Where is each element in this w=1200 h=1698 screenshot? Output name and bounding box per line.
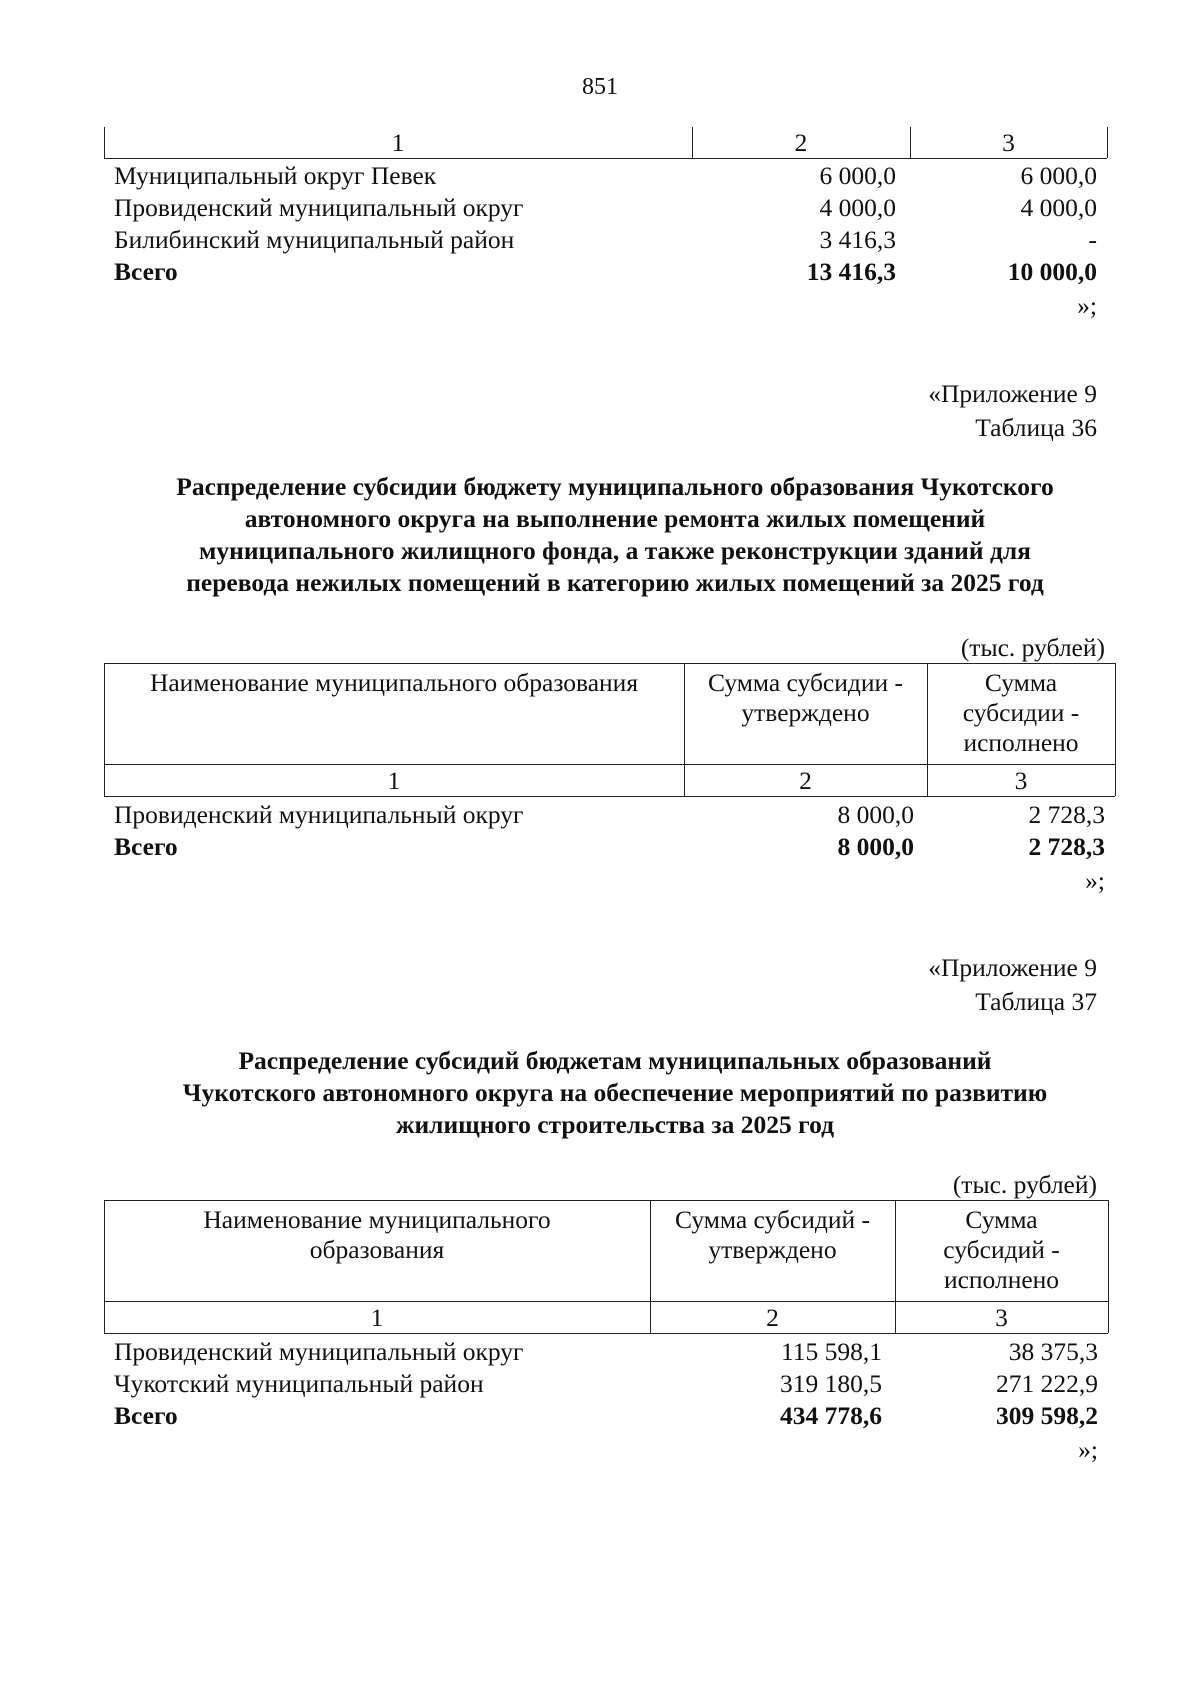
row-name: Провиденский муниципальный округ bbox=[114, 193, 524, 222]
col-number-2: 2 bbox=[799, 766, 812, 795]
table-title bbox=[60, 471, 1170, 599]
header-approved bbox=[684, 668, 927, 728]
row-value-approved: 4 000,0 bbox=[819, 193, 896, 222]
row-value-executed: 4 000,0 bbox=[1020, 193, 1097, 222]
closing-quote: »; bbox=[1077, 291, 1097, 320]
header-line: исполнено bbox=[943, 1265, 1060, 1294]
row-value-approved: 3 416,3 bbox=[819, 225, 896, 254]
header-line: Наименование муниципального bbox=[203, 1205, 551, 1234]
header-line: Сумма субсидии - bbox=[707, 668, 904, 697]
total-approved: 434 778,6 bbox=[780, 1401, 882, 1430]
closing-quote: »; bbox=[1078, 1435, 1098, 1464]
header-line: исполнено bbox=[963, 728, 1079, 757]
total-label: Всего bbox=[114, 832, 178, 861]
header-line: субсидии - bbox=[962, 698, 1080, 727]
header-name: Наименование муниципального образования bbox=[149, 668, 639, 697]
row-name: Чукотский муниципальный район bbox=[114, 1369, 484, 1398]
col-number-1: 1 bbox=[387, 766, 401, 795]
row-value-executed: - bbox=[1088, 225, 1097, 254]
header-line: образования bbox=[309, 1235, 445, 1264]
header-line: утверждено bbox=[708, 1235, 837, 1264]
row-value-approved: 115 598,1 bbox=[780, 1337, 882, 1366]
header-line: Сумма bbox=[965, 1205, 1038, 1234]
total-executed: 2 728,3 bbox=[1028, 832, 1105, 861]
total-label: Всего bbox=[114, 257, 178, 286]
appendix-label: «Приложение 9 bbox=[928, 953, 1097, 982]
col-number-3: 3 bbox=[1014, 766, 1028, 795]
closing-quote: »; bbox=[1085, 866, 1105, 895]
row-value-executed: 6 000,0 bbox=[1020, 161, 1097, 190]
page-number: 851 bbox=[582, 74, 618, 100]
title-line: Чукотского автономного округа на обеспечение мероприятий по развитию bbox=[182, 1078, 1048, 1107]
total-executed: 10 000,0 bbox=[1007, 257, 1097, 286]
table-title bbox=[60, 1045, 1170, 1141]
col-number-3: 3 bbox=[1002, 128, 1015, 157]
title-line: Распределение субсидии бюджету муниципального образования Чукотского bbox=[176, 472, 1054, 501]
header-line: утверждено bbox=[741, 698, 870, 727]
row-value-executed: 2 728,3 bbox=[1028, 800, 1105, 829]
total-label: Всего bbox=[114, 1401, 178, 1430]
col-number-1: 1 bbox=[370, 1303, 384, 1332]
title-line: жилищного строительства за 2025 год bbox=[396, 1110, 834, 1139]
total-approved: 8 000,0 bbox=[837, 832, 914, 861]
header-line: Сумма субсидий - bbox=[674, 1205, 871, 1234]
row-value-approved: 8 000,0 bbox=[837, 800, 914, 829]
row-name: Провиденский муниципальный округ bbox=[114, 800, 524, 829]
total-approved: 13 416,3 bbox=[806, 257, 896, 286]
units-label: (тыс. рублей) bbox=[960, 633, 1105, 662]
header-executed bbox=[895, 1205, 1108, 1295]
row-name: Провиденский муниципальный округ bbox=[114, 1337, 524, 1366]
table-label: Таблица 37 bbox=[975, 987, 1097, 1016]
total-executed: 309 598,2 bbox=[996, 1401, 1098, 1430]
header-name bbox=[104, 1205, 650, 1265]
header-approved bbox=[650, 1205, 895, 1265]
table-label: Таблица 36 bbox=[975, 413, 1097, 442]
col-number-2: 2 bbox=[794, 128, 808, 157]
units-label: (тыс. рублей) bbox=[952, 1170, 1097, 1199]
row-name: Муниципальный округ Певек bbox=[114, 161, 437, 190]
header-executed bbox=[927, 668, 1115, 758]
col-number-2: 2 bbox=[766, 1303, 779, 1332]
col-number-3: 3 bbox=[995, 1303, 1008, 1332]
appendix-label: «Приложение 9 bbox=[928, 379, 1097, 408]
title-line: перевода нежилых помещений в категорию жилых помещений за 2025 год bbox=[186, 568, 1044, 597]
col-number-1: 1 bbox=[391, 128, 405, 157]
row-name: Билибинский муниципальный район bbox=[114, 225, 515, 254]
header-line: субсидий - bbox=[943, 1235, 1060, 1264]
title-line: автономного округа на выполнение ремонта жилых помещений bbox=[244, 504, 986, 533]
row-value-executed: 38 375,3 bbox=[1008, 1337, 1098, 1366]
row-value-approved: 319 180,5 bbox=[780, 1369, 882, 1398]
title-line: Распределение субсидий бюджетам муниципальных образований bbox=[238, 1046, 992, 1075]
header-line: Сумма bbox=[984, 668, 1058, 697]
row-value-executed: 271 222,9 bbox=[996, 1369, 1098, 1398]
row-value-approved: 6 000,0 bbox=[819, 161, 896, 190]
title-line: муниципального жилищного фонда, а также реконструкции зданий для bbox=[199, 536, 1031, 565]
